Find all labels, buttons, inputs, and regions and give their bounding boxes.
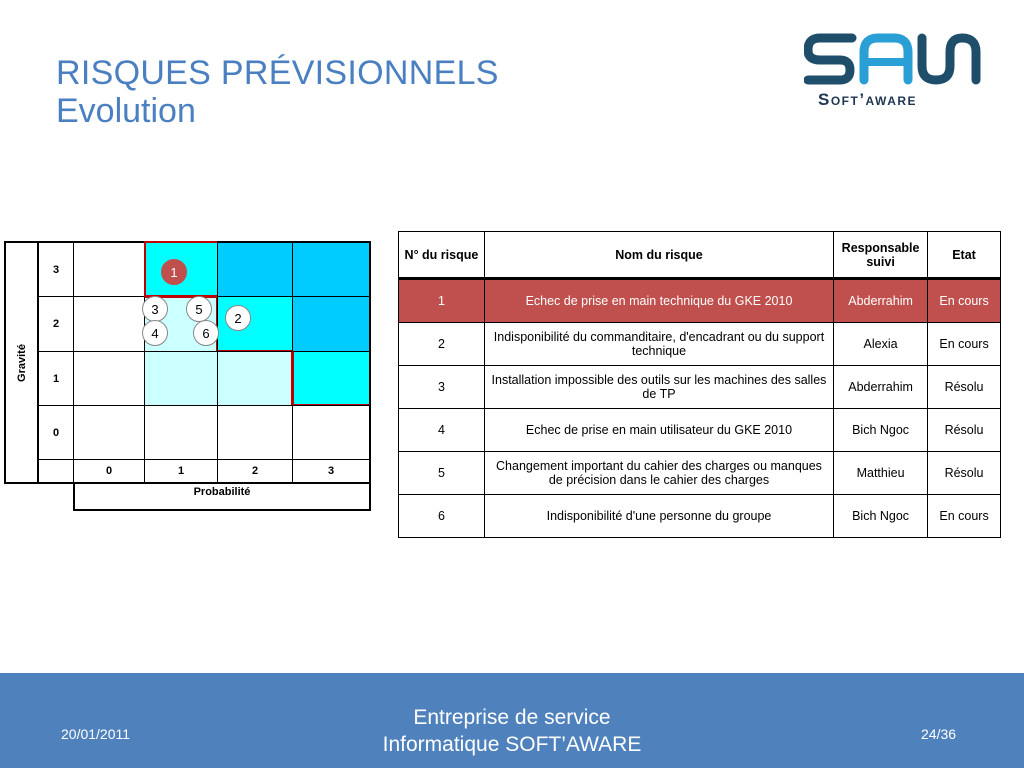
- row-label: 2: [38, 296, 74, 352]
- table-header-row: [399, 232, 1001, 279]
- matrix-cell: [217, 351, 293, 406]
- cell-state: Résolu: [928, 366, 1001, 409]
- y-axis-label-box: [4, 241, 39, 484]
- cell-name: Echec de prise en main utilisateur du GKE 2010: [484, 409, 833, 452]
- header-state: Etat: [928, 232, 1001, 279]
- company-logo: [804, 28, 990, 112]
- cell-state: En cours: [928, 495, 1001, 538]
- risk-bubble-3: 3: [142, 296, 168, 322]
- slide-title: [56, 56, 499, 128]
- slide-title-line2: Evolution: [56, 92, 196, 130]
- cell-state: En cours: [928, 279, 1001, 323]
- cell-state: Résolu: [928, 409, 1001, 452]
- matrix-cell: [217, 241, 293, 297]
- cell-name: Indisponibilité d'une personne du groupe: [484, 495, 833, 538]
- table-row: [399, 366, 1001, 409]
- row-label: 1: [38, 351, 74, 406]
- col-label: 2: [217, 459, 293, 484]
- cell-owner: Bich Ngoc: [834, 495, 928, 538]
- saw-logo-icon: [804, 28, 990, 88]
- cell-name: Changement important du cahier des charges ou manques de précision dans le cahier des charges: [484, 452, 833, 495]
- footer-date: 20/01/2011: [61, 726, 131, 742]
- col-label: 3: [292, 459, 371, 484]
- cell-name: Installation impossible des outils sur les machines des salles de TP: [484, 366, 833, 409]
- cell-num: 6: [399, 495, 485, 538]
- risk-bubble-1: 1: [161, 259, 187, 285]
- matrix-cell: [144, 351, 218, 406]
- footer-company-line1: Entreprise de service: [413, 706, 611, 729]
- cell-name: Indisponibilité du commanditaire, d'encadrant ou du support technique: [484, 323, 833, 366]
- row-label: 0: [38, 405, 74, 460]
- header-owner: Responsable suivi: [834, 232, 928, 279]
- table-row: [399, 279, 1001, 323]
- slide-footer: [0, 673, 1024, 768]
- table-row: [399, 323, 1001, 366]
- cell-owner: Alexia: [834, 323, 928, 366]
- risk-bubble-5: 5: [186, 296, 212, 322]
- col-label: 1: [144, 459, 218, 484]
- y-axis-label: Gravité: [15, 343, 28, 382]
- cell-name: Echec de prise en main technique du GKE 2010: [484, 279, 833, 323]
- matrix-cell: [292, 241, 371, 297]
- matrix-cell: [73, 351, 145, 406]
- cell-num: 3: [399, 366, 485, 409]
- table-row: [399, 409, 1001, 452]
- col-label: 0: [73, 459, 145, 484]
- cell-owner: Matthieu: [834, 452, 928, 495]
- cell-state: En cours: [928, 323, 1001, 366]
- cell-owner: Abderrahim: [834, 279, 928, 323]
- cell-owner: Bich Ngoc: [834, 409, 928, 452]
- footer-company-line2: Informatique SOFT’AWARE: [382, 733, 642, 757]
- cell-num: 2: [399, 323, 485, 366]
- cell-num: 5: [399, 452, 485, 495]
- logo-subtitle: Soft’aware: [818, 90, 918, 109]
- corner-cell: [38, 459, 74, 484]
- risk-bubble-6: 6: [193, 320, 219, 346]
- matrix-cell: [217, 405, 293, 460]
- matrix-cell: [73, 241, 145, 297]
- matrix-cell: [292, 405, 371, 460]
- matrix-cell: [144, 405, 218, 460]
- footer-page-number: 24/36: [921, 726, 957, 742]
- header-risk-name: Nom du risque: [484, 232, 833, 279]
- table-row: [399, 495, 1001, 538]
- cell-num: 4: [399, 409, 485, 452]
- footer-company: [312, 704, 712, 759]
- matrix-cell: [292, 351, 371, 406]
- risk-bubble-4: 4: [142, 320, 168, 346]
- risk-bubble-2: 2: [225, 305, 251, 331]
- row-label: 3: [38, 241, 74, 297]
- cell-num: 1: [399, 279, 485, 323]
- matrix-cell: [292, 296, 371, 352]
- slide-title-line1: RISQUES PRÉVISIONNELS: [56, 54, 499, 92]
- x-axis-label: Probabilité: [73, 483, 371, 511]
- risk-table: [398, 231, 1001, 538]
- matrix-cell: [73, 296, 145, 352]
- matrix-cell: [73, 405, 145, 460]
- cell-owner: Abderrahim: [834, 366, 928, 409]
- header-risk-number: N° du risque: [399, 232, 485, 279]
- cell-state: Résolu: [928, 452, 1001, 495]
- table-row: [399, 452, 1001, 495]
